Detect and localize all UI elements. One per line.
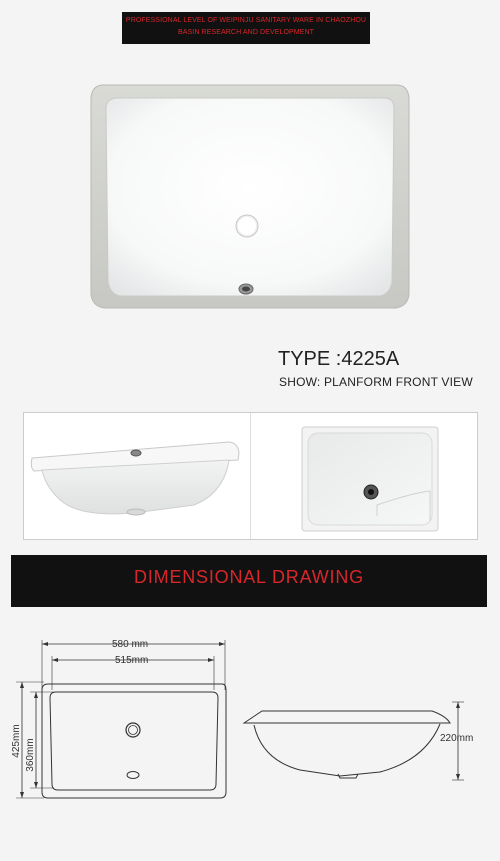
product-type-label: TYPE :4225A: [278, 348, 400, 370]
dim-inner-height: 360mm: [25, 738, 36, 772]
header-line-2: BASIN RESEARCH AND DEVELOPMENT: [177, 29, 315, 36]
header-line-1: PROFESSIONAL LEVEL OF WEIPINJU SANITARY WARE IN CHAOZHOU: [125, 17, 367, 24]
dimensional-drawing: [0, 620, 500, 861]
panel-divider: [250, 413, 251, 539]
header-banner: [122, 12, 370, 44]
section-title: DIMENSIONAL DRAWING: [134, 567, 364, 587]
dim-outer-height: 425mm: [11, 724, 22, 758]
basin-top-view-image: [0, 56, 500, 336]
dim-inner-width: 515mm: [115, 655, 149, 666]
view-label: SHOW: PLANFORM FRONT VIEW: [279, 375, 473, 389]
basin-underside-view-image: [252, 413, 477, 539]
basin-side-view-image: [24, 413, 250, 539]
dim-depth: 220mm: [440, 733, 474, 744]
dim-outer-width: 580 mm: [112, 639, 149, 650]
